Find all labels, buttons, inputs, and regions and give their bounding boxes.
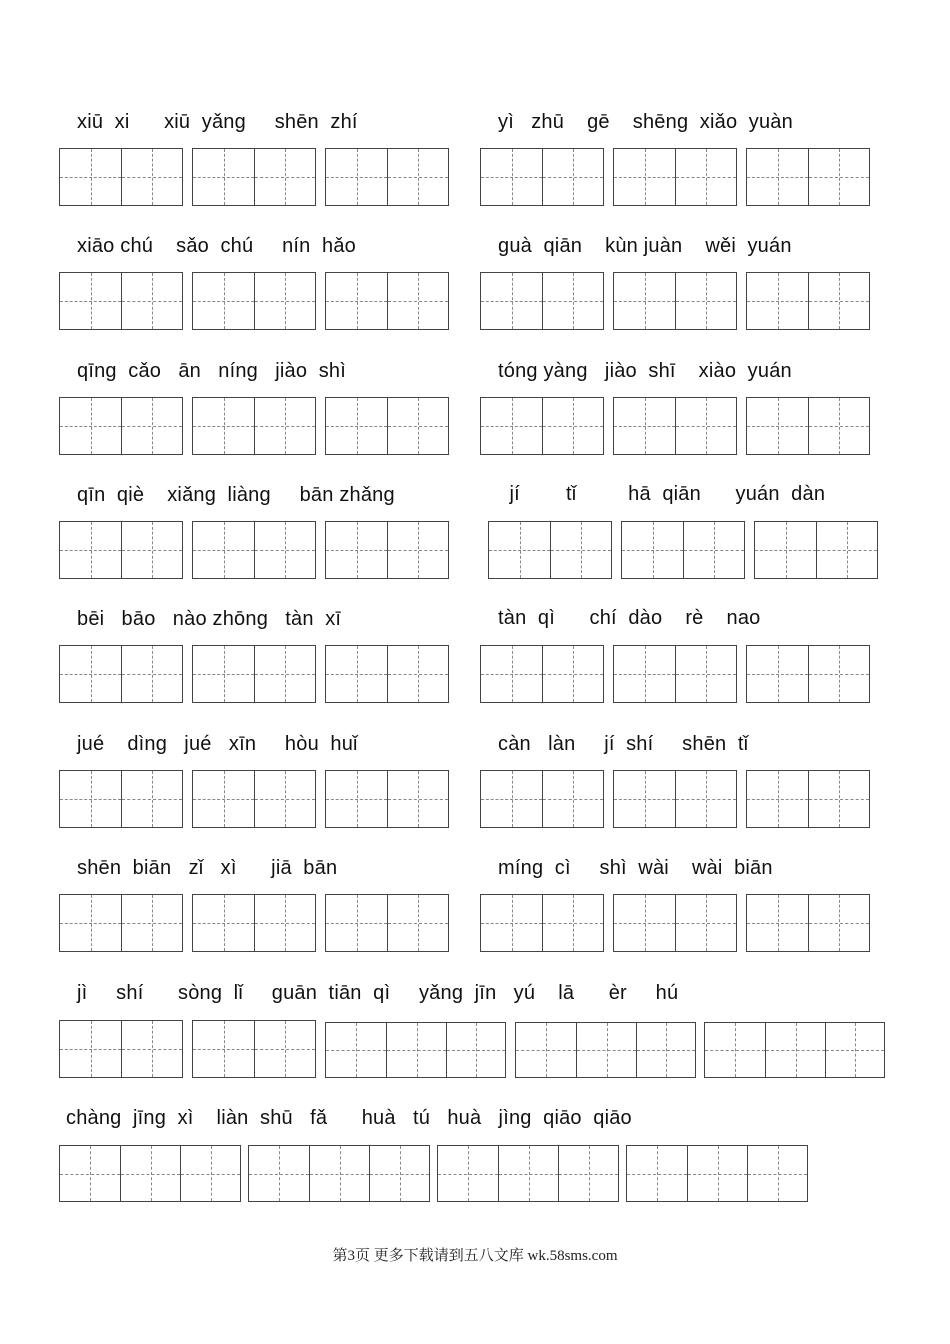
pinyin-row-5-right: tàn qì chí dào rè nao bbox=[498, 607, 761, 629]
pinyin-row-7-left: shēn biān zǐ xì jiā bān bbox=[77, 857, 338, 879]
char-box-cell[interactable] bbox=[254, 646, 315, 702]
char-box-cell[interactable] bbox=[254, 895, 315, 951]
char-box-cell[interactable] bbox=[808, 273, 869, 329]
char-box-cell[interactable] bbox=[326, 273, 387, 329]
char-box-group[interactable] bbox=[325, 770, 449, 828]
pinyin-row-5-left: bēi bāo nào zhōng tàn xī bbox=[77, 608, 342, 630]
char-box-group[interactable] bbox=[59, 148, 183, 206]
char-box-group[interactable] bbox=[515, 1022, 696, 1078]
char-box-cell[interactable] bbox=[576, 1023, 636, 1077]
char-box-cell[interactable] bbox=[498, 1146, 558, 1201]
pinyin-row-2-left: xiāo chú sǎo chú nín hǎo bbox=[77, 235, 356, 257]
char-box-cell[interactable] bbox=[636, 1023, 695, 1077]
char-box-group[interactable] bbox=[626, 1145, 808, 1202]
char-box-cell[interactable] bbox=[438, 1146, 498, 1201]
char-box-group[interactable] bbox=[480, 272, 604, 330]
char-box-cell[interactable] bbox=[387, 398, 448, 454]
char-box-group[interactable] bbox=[480, 397, 604, 455]
char-box-cell[interactable] bbox=[60, 771, 121, 827]
char-box-cell[interactable] bbox=[542, 646, 603, 702]
char-box-cell[interactable] bbox=[825, 1023, 884, 1077]
char-box-cell[interactable] bbox=[446, 1023, 505, 1077]
char-box-cell[interactable] bbox=[614, 273, 675, 329]
char-box-cell[interactable] bbox=[193, 1021, 254, 1077]
char-box-cell[interactable] bbox=[516, 1023, 576, 1077]
char-box-cell[interactable] bbox=[387, 149, 448, 205]
char-box-group[interactable] bbox=[746, 645, 870, 703]
pinyin-row-9: chàng jīng xì liàn shū fǎ huà tú huà jìng qiāo qiāo bbox=[66, 1107, 632, 1129]
pinyin-row-6-right: càn làn jí shí shēn tǐ bbox=[498, 733, 749, 755]
char-box-cell[interactable] bbox=[193, 398, 254, 454]
char-box-cell[interactable] bbox=[309, 1146, 369, 1201]
char-box-cell[interactable] bbox=[387, 895, 448, 951]
char-box-cell[interactable] bbox=[254, 1021, 315, 1077]
char-box-group[interactable] bbox=[746, 397, 870, 455]
char-box-group[interactable] bbox=[192, 1020, 316, 1078]
char-box-cell[interactable] bbox=[326, 1023, 386, 1077]
char-box-group[interactable] bbox=[480, 148, 604, 206]
char-box-cell[interactable] bbox=[808, 398, 869, 454]
char-box-cell[interactable] bbox=[481, 771, 542, 827]
char-box-cell[interactable] bbox=[705, 1023, 765, 1077]
char-box-cell[interactable] bbox=[614, 895, 675, 951]
char-box-cell[interactable] bbox=[254, 771, 315, 827]
char-box-group[interactable] bbox=[59, 521, 183, 579]
char-box-cell[interactable] bbox=[816, 522, 877, 578]
char-box-group[interactable] bbox=[192, 272, 316, 330]
char-box-cell[interactable] bbox=[481, 646, 542, 702]
pinyin-row-2-right: guà qiān kùn juàn wěi yuán bbox=[498, 235, 792, 257]
char-box-cell[interactable] bbox=[808, 149, 869, 205]
char-box-cell[interactable] bbox=[550, 522, 611, 578]
char-box-cell[interactable] bbox=[193, 895, 254, 951]
char-box-group[interactable] bbox=[59, 272, 183, 330]
char-box-cell[interactable] bbox=[121, 771, 182, 827]
char-box-group[interactable] bbox=[325, 1022, 506, 1078]
char-box-cell[interactable] bbox=[326, 522, 387, 578]
char-box-cell[interactable] bbox=[326, 895, 387, 951]
char-box-cell[interactable] bbox=[683, 522, 744, 578]
char-box-group[interactable] bbox=[704, 1022, 885, 1078]
char-box-cell[interactable] bbox=[326, 646, 387, 702]
char-box-group[interactable] bbox=[325, 397, 449, 455]
pinyin-row-6-left: jué dìng jué xīn hòu huǐ bbox=[77, 733, 358, 755]
char-box-group[interactable] bbox=[59, 770, 183, 828]
char-box-cell[interactable] bbox=[121, 1021, 182, 1077]
char-box-cell[interactable] bbox=[254, 398, 315, 454]
char-box-group[interactable] bbox=[192, 521, 316, 579]
char-box-cell[interactable] bbox=[369, 1146, 429, 1201]
char-box-group[interactable] bbox=[613, 148, 737, 206]
char-box-cell[interactable] bbox=[627, 1146, 687, 1201]
char-box-group[interactable] bbox=[613, 894, 737, 952]
char-box-cell[interactable] bbox=[387, 646, 448, 702]
char-box-cell[interactable] bbox=[386, 1023, 446, 1077]
char-box-cell[interactable] bbox=[121, 646, 182, 702]
char-box-cell[interactable] bbox=[808, 771, 869, 827]
char-box-cell[interactable] bbox=[60, 149, 121, 205]
char-box-cell[interactable] bbox=[121, 273, 182, 329]
char-box-cell[interactable] bbox=[60, 1146, 120, 1201]
char-box-group[interactable] bbox=[59, 1145, 241, 1202]
char-box-cell[interactable] bbox=[755, 522, 816, 578]
char-box-cell[interactable] bbox=[60, 895, 121, 951]
char-box-group[interactable] bbox=[59, 894, 183, 952]
char-box-group[interactable] bbox=[248, 1145, 430, 1202]
char-box-cell[interactable] bbox=[675, 273, 736, 329]
char-box-cell[interactable] bbox=[249, 1146, 309, 1201]
char-box-cell[interactable] bbox=[542, 149, 603, 205]
char-box-cell[interactable] bbox=[121, 895, 182, 951]
char-box-cell[interactable] bbox=[481, 273, 542, 329]
char-box-cell[interactable] bbox=[622, 522, 683, 578]
char-box-cell[interactable] bbox=[193, 273, 254, 329]
char-box-group[interactable] bbox=[325, 148, 449, 206]
char-box-group[interactable] bbox=[192, 148, 316, 206]
char-box-cell[interactable] bbox=[542, 398, 603, 454]
char-box-group[interactable] bbox=[621, 521, 745, 579]
char-box-cell[interactable] bbox=[747, 646, 808, 702]
char-box-group[interactable] bbox=[59, 1020, 183, 1078]
char-box-cell[interactable] bbox=[121, 522, 182, 578]
char-box-cell[interactable] bbox=[747, 1146, 807, 1201]
char-box-group[interactable] bbox=[746, 894, 870, 952]
char-box-cell[interactable] bbox=[387, 273, 448, 329]
char-box-cell[interactable] bbox=[614, 149, 675, 205]
char-box-group[interactable] bbox=[325, 521, 449, 579]
char-box-cell[interactable] bbox=[558, 1146, 618, 1201]
pinyin-row-4-left: qīn qiè xiǎng liàng bān zhǎng bbox=[77, 484, 395, 506]
char-box-cell[interactable] bbox=[542, 771, 603, 827]
char-box-cell[interactable] bbox=[614, 771, 675, 827]
char-box-cell[interactable] bbox=[180, 1146, 240, 1201]
char-box-cell[interactable] bbox=[193, 522, 254, 578]
char-box-group[interactable] bbox=[613, 397, 737, 455]
char-box-group[interactable] bbox=[325, 272, 449, 330]
char-box-group[interactable] bbox=[480, 645, 604, 703]
char-box-cell[interactable] bbox=[675, 895, 736, 951]
pinyin-row-7-right: míng cì shì wài wài biān bbox=[498, 857, 773, 879]
char-box-cell[interactable] bbox=[60, 273, 121, 329]
char-box-group[interactable] bbox=[746, 770, 870, 828]
char-box-group[interactable] bbox=[192, 894, 316, 952]
char-box-cell[interactable] bbox=[481, 895, 542, 951]
char-box-cell[interactable] bbox=[489, 522, 550, 578]
char-box-cell[interactable] bbox=[747, 398, 808, 454]
pinyin-row-3-left: qīng cǎo ān níng jiào shì bbox=[77, 360, 346, 382]
char-box-group[interactable] bbox=[480, 894, 604, 952]
char-box-group[interactable] bbox=[59, 397, 183, 455]
char-box-cell[interactable] bbox=[60, 522, 121, 578]
char-box-group[interactable] bbox=[325, 894, 449, 952]
char-box-cell[interactable] bbox=[120, 1146, 180, 1201]
char-box-cell[interactable] bbox=[747, 273, 808, 329]
char-box-cell[interactable] bbox=[747, 771, 808, 827]
char-box-cell[interactable] bbox=[60, 1021, 121, 1077]
char-box-group[interactable] bbox=[754, 521, 878, 579]
char-box-cell[interactable] bbox=[687, 1146, 747, 1201]
char-box-cell[interactable] bbox=[614, 646, 675, 702]
pinyin-row-1-left: xiū xi xiū yǎng shēn zhí bbox=[77, 111, 358, 133]
char-box-group[interactable] bbox=[325, 645, 449, 703]
char-box-group[interactable] bbox=[746, 148, 870, 206]
char-box-cell[interactable] bbox=[808, 646, 869, 702]
char-box-group[interactable] bbox=[746, 272, 870, 330]
char-box-cell[interactable] bbox=[675, 149, 736, 205]
char-box-cell[interactable] bbox=[765, 1023, 825, 1077]
char-box-group[interactable] bbox=[192, 645, 316, 703]
char-box-cell[interactable] bbox=[675, 646, 736, 702]
char-box-cell[interactable] bbox=[747, 895, 808, 951]
char-box-cell[interactable] bbox=[60, 646, 121, 702]
char-box-cell[interactable] bbox=[542, 273, 603, 329]
page-footer: 第3页 更多下载请到五八文库 wk.58sms.com bbox=[332, 1248, 618, 1264]
char-box-cell[interactable] bbox=[193, 646, 254, 702]
char-box-cell[interactable] bbox=[60, 398, 121, 454]
char-box-group[interactable] bbox=[613, 770, 737, 828]
char-box-cell[interactable] bbox=[481, 149, 542, 205]
char-box-group[interactable] bbox=[192, 397, 316, 455]
char-box-cell[interactable] bbox=[326, 149, 387, 205]
char-box-cell[interactable] bbox=[614, 398, 675, 454]
char-box-group[interactable] bbox=[437, 1145, 619, 1202]
char-box-group[interactable] bbox=[192, 770, 316, 828]
char-box-cell[interactable] bbox=[254, 273, 315, 329]
char-box-group[interactable] bbox=[613, 272, 737, 330]
char-box-cell[interactable] bbox=[193, 149, 254, 205]
char-box-cell[interactable] bbox=[675, 771, 736, 827]
pinyin-row-8: jì shí sòng lǐ guān tiān qì yǎng jīn yú lā èr hú bbox=[77, 982, 679, 1004]
char-box-cell[interactable] bbox=[121, 398, 182, 454]
pinyin-row-3-right: tóng yàng jiào shī xiào yuán bbox=[498, 360, 792, 382]
char-box-group[interactable] bbox=[613, 645, 737, 703]
char-box-cell[interactable] bbox=[387, 522, 448, 578]
char-box-group[interactable] bbox=[488, 521, 612, 579]
char-box-cell[interactable] bbox=[675, 398, 736, 454]
pinyin-row-1-right: yì zhū gē shēng xiǎo yuàn bbox=[498, 111, 793, 133]
char-box-cell[interactable] bbox=[326, 398, 387, 454]
char-box-group[interactable] bbox=[59, 645, 183, 703]
char-box-cell[interactable] bbox=[254, 149, 315, 205]
char-box-cell[interactable] bbox=[121, 149, 182, 205]
char-box-cell[interactable] bbox=[254, 522, 315, 578]
char-box-group[interactable] bbox=[480, 770, 604, 828]
char-box-cell[interactable] bbox=[193, 771, 254, 827]
char-box-cell[interactable] bbox=[542, 895, 603, 951]
char-box-cell[interactable] bbox=[808, 895, 869, 951]
pinyin-row-4-right: jí tǐ hā qiān yuán dàn bbox=[498, 483, 826, 505]
char-box-cell[interactable] bbox=[387, 771, 448, 827]
char-box-cell[interactable] bbox=[326, 771, 387, 827]
char-box-cell[interactable] bbox=[747, 149, 808, 205]
char-box-cell[interactable] bbox=[481, 398, 542, 454]
